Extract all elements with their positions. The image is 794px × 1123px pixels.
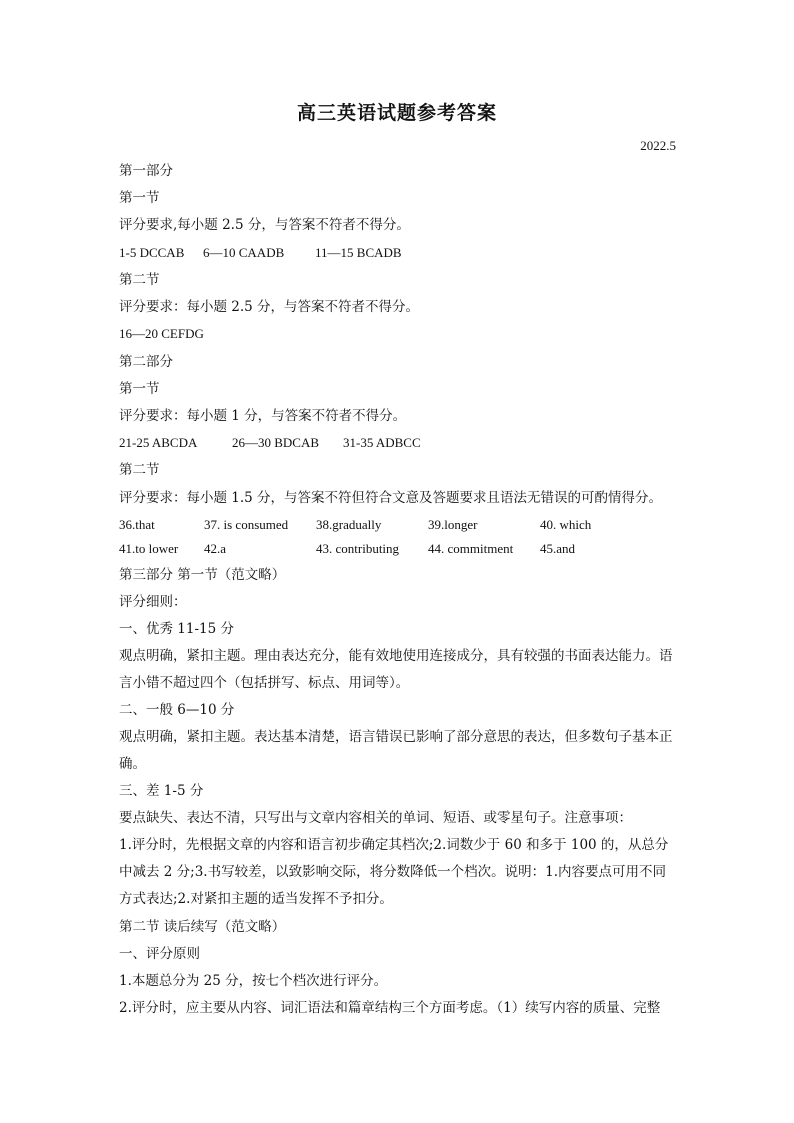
part1-sec1-heading: 第一节	[119, 190, 160, 206]
answer-item: 40. which	[540, 517, 592, 532]
answer-item: 45.and	[540, 541, 576, 556]
answer-group: 26—30 BDCAB	[232, 435, 320, 450]
part3-sec2-heading: 第二节 读后续写（范文略）	[119, 919, 286, 935]
level2-heading: 二、一般 6—10 分	[119, 702, 235, 718]
part1-sec1-requirement: 评分要求,每小题 2.5 分，与答案不符者不得分。	[119, 217, 410, 233]
level2-text: 观点明确，紧扣主题。表达基本清楚，语言错误已影响了部分意思的表达，但多数句子基本正确。	[119, 729, 673, 772]
rules-heading: 评分细则：	[119, 594, 187, 610]
notes-text: 1.评分时，先根据文章的内容和语言初步确定其档次;2.词数少于 60 和多于 100 的，从总分中减去 2 分;3.书写较差，以致影响交际，将分数降低一个档次。说明：1.内容要点可用不同方式表达;2.对紧扣主题的适当发挥不予扣分。	[119, 837, 669, 907]
principle-item-1: 1.本题总分为 25 分，按七个档次进行评分。	[119, 973, 388, 989]
part2-sec1-requirement: 评分要求：每小题 1 分，与答案不符者不得分。	[119, 408, 407, 424]
part1-sec2-requirement: 评分要求：每小题 2.5 分，与答案不符者不得分。	[119, 299, 420, 315]
part1-sec2-heading: 第二节	[119, 272, 160, 288]
answer-item: 39.longer	[428, 517, 478, 532]
part1-heading: 第一部分	[119, 163, 173, 179]
answer-group: 6—10 CAADB	[203, 245, 285, 260]
document-title: 高三英语试题参考答案	[296, 102, 497, 124]
answer-item: 41.to lower	[119, 541, 179, 556]
level1-heading: 一、优秀 11-15 分	[119, 621, 235, 637]
principle-heading: 一、评分原则	[119, 946, 200, 962]
part2-sec2-heading: 第二节	[119, 462, 160, 478]
principle-item-2: 2.评分时，应主要从内容、词汇语法和篇章结构三个方面考虑。（1）续写内容的质量、完整	[119, 1000, 661, 1016]
answer-group: 21-25 ABCDA	[119, 435, 198, 450]
answer-group: 1-5 DCCAB	[119, 245, 185, 260]
part2-sec1-heading: 第一节	[119, 381, 160, 397]
answer-item: 37. is consumed	[204, 517, 289, 532]
answer-item: 43. contributing	[316, 541, 400, 556]
part2-sec2-requirement: 评分要求：每小题 1.5 分，与答案不符但符合文意及答题要求且语法无错误的可酌情得分。	[119, 490, 663, 506]
answer-item: 42.a	[204, 541, 227, 556]
part3-heading: 第三部分 第一节（范文略）	[119, 567, 286, 583]
answer-item: 36.that	[119, 517, 155, 532]
answer-group: 16—20 CEFDG	[119, 326, 204, 341]
part2-heading: 第二部分	[119, 354, 173, 370]
answer-item: 38.gradually	[316, 517, 382, 532]
document-date: 2022.5	[640, 138, 676, 153]
level1-text: 观点明确，紧扣主题。理由表达充分，能有效地使用连接成分，具有较强的书面表达能力。语言小错不超过四个（包括拼写、标点、用词等）。	[119, 648, 673, 691]
answer-item: 44. commitment	[428, 541, 514, 556]
level3-heading: 三、差 1-5 分	[119, 783, 204, 799]
level3-text: 要点缺失、表达不清，只写出与文章内容相关的单词、短语、或零星句子。注意事项：	[119, 810, 632, 826]
answer-group: 11—15 BCADB	[315, 245, 402, 260]
answer-group: 31-35 ADBCC	[343, 435, 421, 450]
